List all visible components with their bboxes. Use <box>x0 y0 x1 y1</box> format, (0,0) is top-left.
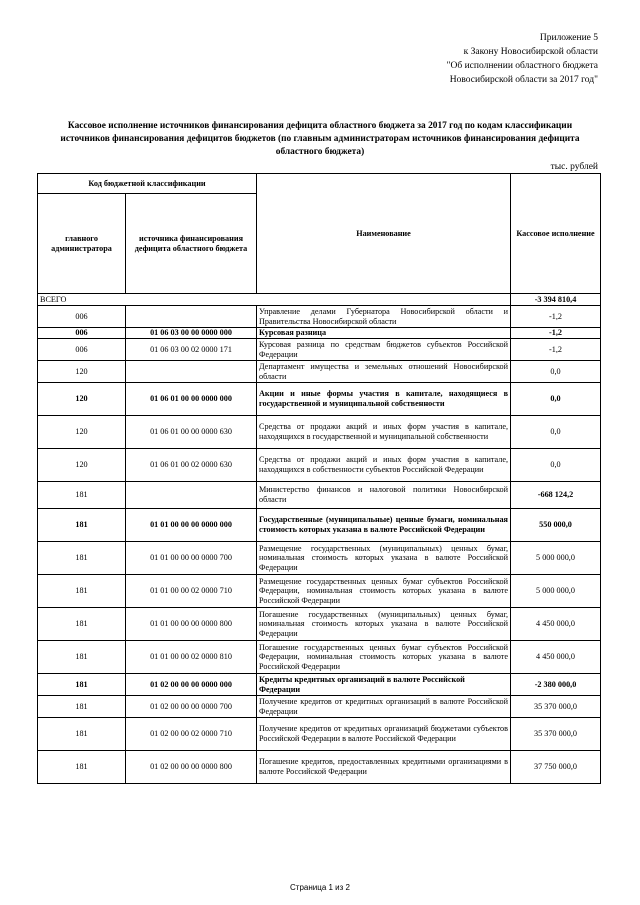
table-row <box>38 509 601 542</box>
table-row <box>38 328 601 339</box>
header-amount: Кассовое исполнение <box>511 174 601 294</box>
cell-amount: 0,0 <box>511 361 601 383</box>
cell-amount: 0,0 <box>511 383 601 416</box>
appendix-block <box>447 31 598 87</box>
cell-name: Кредиты кредитных организаций в валюте Российской Федерации <box>257 674 511 696</box>
cell-source-code: 01 06 03 00 02 0000 171 <box>126 339 257 361</box>
cell-amount: -2 380 000,0 <box>511 674 601 696</box>
cell-source-code: 01 06 01 00 00 0000 000 <box>126 383 257 416</box>
cell-name: Средства от продажи акций и иных форм участия в капитале, находящихся в собственности субъектов Российской Федерации <box>257 449 511 482</box>
cell-source-code <box>126 482 257 509</box>
cell-name: Размещение государственных ценных бумаг субъектов Российской Федерации, номинальная стоимость которых указана в валюте Российской Федерации <box>257 575 511 608</box>
cell-amount: -1,2 <box>511 306 601 328</box>
units-label: тыс. рублей <box>550 162 598 172</box>
cell-source-code: 01 01 00 00 02 0000 810 <box>126 641 257 674</box>
cell-admin-code: 181 <box>38 641 126 674</box>
cell-source-code: 01 02 00 00 00 0000 000 <box>126 674 257 696</box>
table-row <box>38 696 601 718</box>
cell-source-code: 01 06 01 00 02 0000 630 <box>126 449 257 482</box>
cell-amount: -668 124,2 <box>511 482 601 509</box>
cell-admin-code: 120 <box>38 416 126 449</box>
cell-name: Курсовая разница по средствам бюджетов субъектов Российской Федерации <box>257 339 511 361</box>
cell-amount: 0,0 <box>511 449 601 482</box>
cell-admin-code: 006 <box>38 339 126 361</box>
table-row <box>38 542 601 575</box>
title-line: Кассовое исполнение источников финансирования дефицита областного бюджета за 2017 год по кодам классификации <box>67 121 573 131</box>
cell-source-code <box>126 361 257 383</box>
table-row <box>38 641 601 674</box>
table-row <box>38 383 601 416</box>
total-label: ВСЕГО <box>38 294 511 306</box>
cell-admin-code: 181 <box>38 542 126 575</box>
table-row <box>38 361 601 383</box>
cell-name: Министерство финансов и налоговой политики Новосибирской области <box>257 482 511 509</box>
document-title <box>30 120 610 159</box>
table-row <box>38 339 601 361</box>
cell-amount: 5 000 000,0 <box>511 575 601 608</box>
cell-amount: 4 450 000,0 <box>511 608 601 641</box>
cell-source-code: 01 01 00 00 00 0000 800 <box>126 608 257 641</box>
cell-source-code: 01 01 00 00 02 0000 710 <box>126 575 257 608</box>
total-amount: -3 394 810,4 <box>511 294 601 306</box>
cell-name: Размещение государственных (муниципальных) ценных бумаг, номинальная стоимость которых указана в валюте Российской Федерации <box>257 542 511 575</box>
header-name: Наименование <box>257 174 511 294</box>
cell-name: Государственные (муниципальные) ценные бумаги, номинальная стоимость которых указана в валюте Российской Федерации <box>257 509 511 542</box>
title-line: источников финансирования дефицитов бюджетов (по главным администраторам источников финансирования дефицита <box>60 134 580 144</box>
cell-amount: 37 750 000,0 <box>511 751 601 784</box>
cell-admin-code: 006 <box>38 306 126 328</box>
title-line: областного бюджета) <box>275 147 365 157</box>
table-row <box>38 674 601 696</box>
table-row <box>38 416 601 449</box>
cell-amount: 550 000,0 <box>511 509 601 542</box>
cell-admin-code: 181 <box>38 674 126 696</box>
cell-source-code: 01 06 03 00 00 0000 000 <box>126 328 257 339</box>
table-row <box>38 751 601 784</box>
cell-source-code: 01 02 00 00 00 0000 800 <box>126 751 257 784</box>
cell-admin-code: 120 <box>38 361 126 383</box>
cell-name: Получение кредитов от кредитных организаций бюджетами субъектов Российской Федерации в валюте Российской Федерации <box>257 718 511 751</box>
cell-amount: 4 450 000,0 <box>511 641 601 674</box>
cell-source-code: 01 02 00 00 02 0000 710 <box>126 718 257 751</box>
cell-name: Погашение государственных (муниципальных) ценных бумаг, номинальная стоимость которых указана в валюте Российской Федерации <box>257 608 511 641</box>
table-row <box>38 575 601 608</box>
cell-admin-code: 120 <box>38 383 126 416</box>
budget-sources-table <box>37 173 601 784</box>
total-row <box>38 294 601 306</box>
table-row <box>38 482 601 509</box>
page-footer: Страница 1 из 2 <box>290 883 350 892</box>
cell-name: Департамент имущества и земельных отношений Новосибирской области <box>257 361 511 383</box>
cell-name: Получение кредитов от кредитных организаций в валюте Российской Федерации <box>257 696 511 718</box>
cell-admin-code: 006 <box>38 328 126 339</box>
cell-source-code: 01 01 00 00 00 0000 700 <box>126 542 257 575</box>
header-admin: главного администратора <box>38 194 126 294</box>
table-row <box>38 718 601 751</box>
cell-name: Погашение государственных ценных бумаг субъектов Российской Федерации, номинальная стоимость которых указана в валюте Российской Федерации <box>257 641 511 674</box>
cell-source-code: 01 01 00 00 00 0000 000 <box>126 509 257 542</box>
cell-source-code <box>126 306 257 328</box>
cell-name: Средства от продажи акций и иных форм участия в капитале, находящихся в государственной и муниципальной собственности <box>257 416 511 449</box>
cell-admin-code: 181 <box>38 718 126 751</box>
table-row <box>38 449 601 482</box>
cell-admin-code: 120 <box>38 449 126 482</box>
cell-amount: -1,2 <box>511 339 601 361</box>
appendix-line: Новосибирской области за 2017 год" <box>449 75 598 85</box>
cell-admin-code: 181 <box>38 509 126 542</box>
cell-name: Курсовая разница <box>257 328 511 339</box>
appendix-line: "Об исполнении областного бюджета <box>446 61 598 71</box>
cell-name: Акции и иные формы участия в капитале, находящиеся в государственной и муниципальной собственности <box>257 383 511 416</box>
cell-admin-code: 181 <box>38 608 126 641</box>
header-code-group: Код бюджетной классификации <box>38 174 257 194</box>
cell-source-code: 01 02 00 00 00 0000 700 <box>126 696 257 718</box>
cell-amount: 0,0 <box>511 416 601 449</box>
cell-amount: 35 370 000,0 <box>511 718 601 751</box>
cell-amount: 35 370 000,0 <box>511 696 601 718</box>
cell-amount: 5 000 000,0 <box>511 542 601 575</box>
cell-admin-code: 181 <box>38 482 126 509</box>
appendix-line: к Закону Новосибирской области <box>463 47 598 57</box>
cell-name: Погашение кредитов, предоставленных кредитными организациями в валюте Российской Федерации <box>257 751 511 784</box>
cell-admin-code: 181 <box>38 751 126 784</box>
cell-source-code: 01 06 01 00 00 0000 630 <box>126 416 257 449</box>
cell-admin-code: 181 <box>38 696 126 718</box>
cell-amount: -1,2 <box>511 328 601 339</box>
table-row <box>38 608 601 641</box>
cell-name: Управление делами Губернатора Новосибирской области и Правительства Новосибирской области <box>257 306 511 328</box>
cell-admin-code: 181 <box>38 575 126 608</box>
header-source: источника финансирования дефицита областного бюджета <box>126 194 257 294</box>
appendix-line: Приложение 5 <box>539 33 598 43</box>
table-row <box>38 306 601 328</box>
